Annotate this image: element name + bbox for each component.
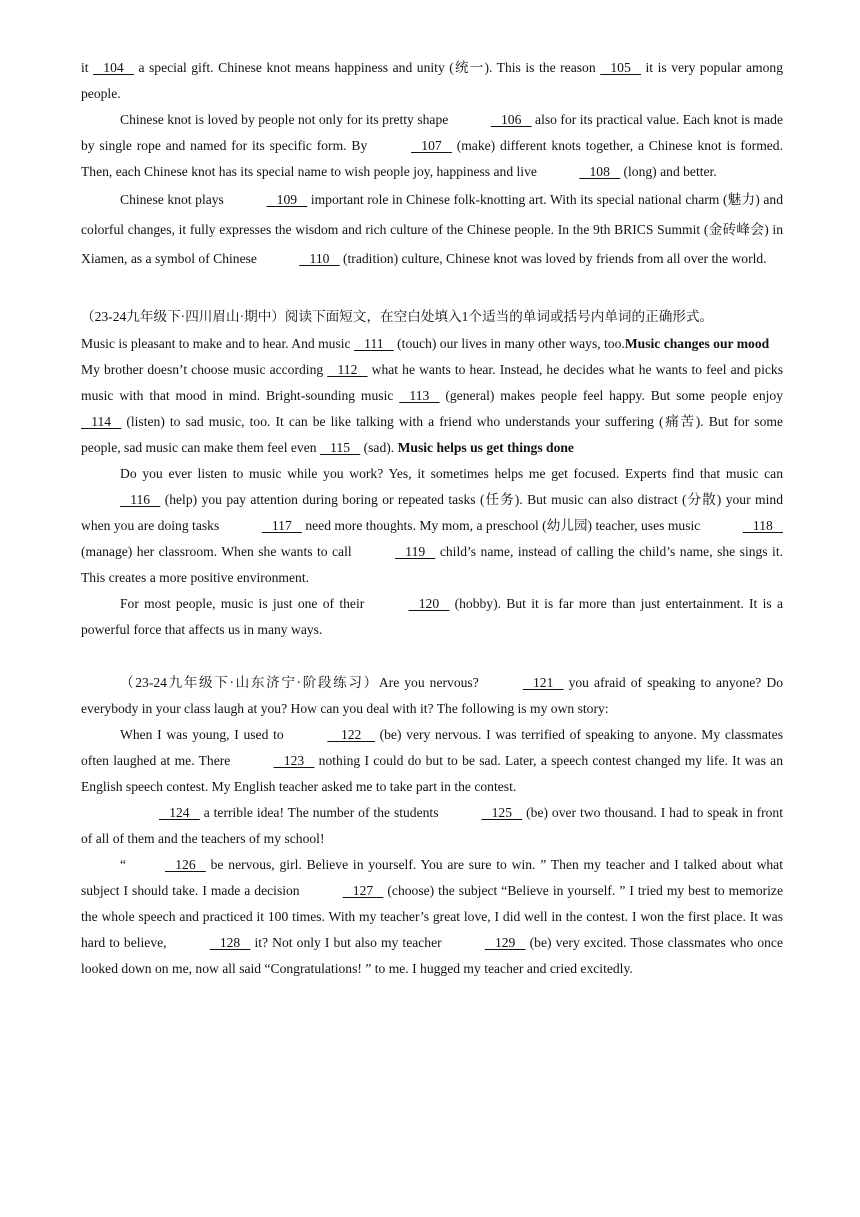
blank-129[interactable]: 129 [484, 935, 526, 950]
blank-114[interactable]: 114 [81, 414, 122, 429]
blank-113[interactable]: 113 [399, 388, 440, 403]
blank-110[interactable]: 110 [299, 251, 340, 266]
passage3-paragraph-4: “ 126 be nervous, girl. Believe in yourself. You are sure to win. ” Then my teacher and I talked about what subject I should take. I made a decision 127 (choose) the subject “Believe in yourself. ” I tried my best to memorize the whole speech and practiced it 100 times. With my teacher’s great love, I did well in the contest. I won the first place. It was hard to believe, 128 it? Not only I but also my teacher 129 (be) very excited. Those classmates who once looked down on me, now all said “Congratulations! ” to me. I hugged my teacher and cried excitedly. [81, 852, 783, 982]
passage3-paragraph-1: （23-24九年级下·山东济宁·阶段练习）Are you nervous? 121 you afraid of speaking to anyone? Do everybody in your class laugh at you? How can you deal with it? The following is my own story: [81, 670, 783, 722]
blank-120[interactable]: 120 [408, 596, 450, 611]
spacer [81, 643, 783, 670]
blank-104[interactable]: 104 [93, 60, 134, 75]
blank-106[interactable]: 106 [490, 112, 532, 127]
passage1-paragraph-2: Chinese knot is loved by people not only for its pretty shape 106 also for its practical value. Each knot is made by single rope and named for its specific form. By 107 (make) different knots together, a Chinese knot is formed. Then, each Chinese knot has its special name to wish people joy, happiness and live 108 (long) and better. [81, 107, 783, 185]
passage3-source: （23-24九年级下·山东济宁·阶段练习） [120, 675, 379, 690]
blank-121[interactable]: 121 [522, 675, 564, 690]
blank-111[interactable]: 111 [353, 336, 394, 351]
passage1-paragraph-3: Chinese knot plays 109 important role in Chinese folk-knotting art. With its special national charm (魅力) and colorful changes, it fully expresses the wisdom and rich culture of the Chinese people. In the 9th BRICS Summit (金砖峰会) in Xiamen, as a symbol of Chinese 110 (tradition) culture, Chinese knot was loved by friends from all over the world. [81, 185, 783, 274]
blank-124[interactable]: 124 [159, 805, 200, 820]
blank-126[interactable]: 126 [165, 857, 206, 872]
blank-112[interactable]: 112 [327, 362, 368, 377]
blank-127[interactable]: 127 [342, 883, 384, 898]
blank-109[interactable]: 109 [266, 192, 308, 207]
blank-125[interactable]: 125 [481, 805, 523, 820]
blank-118[interactable]: 118 [742, 518, 783, 533]
blank-107[interactable]: 107 [411, 138, 452, 153]
section-heading: Music changes our mood [624, 336, 770, 351]
spacer [81, 274, 783, 302]
blank-105[interactable]: 105 [600, 60, 641, 75]
blank-115[interactable]: 115 [319, 440, 361, 455]
blank-117[interactable]: 117 [261, 518, 302, 533]
blank-128[interactable]: 128 [209, 935, 251, 950]
blank-108[interactable]: 108 [579, 164, 621, 179]
blank-122[interactable]: 122 [327, 727, 375, 742]
passage2-paragraph-3: Do you ever listen to music while you work? Yes, it sometimes helps me get focused. Experts find that music can 116 (help) you pay attention during boring or repeated tasks (任务). But music can also distract (分散) your mind when you are doing tasks 117 need more thoughts. My mom, a preschool (幼儿园) teacher, uses music 118 (manage) her classroom. When she wants to call 119 child’s name, instead of calling the child’s name, she sings it. This creates a more positive environment. [81, 466, 784, 585]
blank-119[interactable]: 119 [395, 544, 436, 559]
passage2-paragraph-4: For most people, music is just one of their 120 (hobby). But it is far more than just entertainment. It is a powerful force that affects us in many ways. [81, 591, 783, 643]
blank-123[interactable]: 123 [273, 753, 315, 768]
passage2-paragraph-2: My brother doesn’t choose music according 112 what he wants to hear. Instead, he decides what he wants to feel and picks music with that mood in mind. Bright-sounding music 113 (general) makes people feel happy. But some people enjoy 114 (listen) to sad music, too. It can be like talking with a friend who understands your suffering (痛苦). But for some people, sad music can make them feel even 115 (sad). Music helps us get things done [81, 357, 783, 461]
passage2-paragraph-1: Music is pleasant to make and to hear. And music 111 (touch) our lives in many other ways, too.Music changes our mood [81, 331, 783, 357]
passage2-source: （23-24九年级下·四川眉山·期中）阅读下面短文，在空白处填入1个适当的单词或括号内单词的正确形式。 [81, 308, 714, 324]
section-heading: Music helps us get things done [397, 440, 574, 455]
document-page [81, 55, 783, 982]
blank-116[interactable]: 116 [120, 492, 161, 507]
passage3-paragraph-3: 124 a terrible idea! The number of the students 125 (be) over two thousand. I had to speak in front of all of them and the teachers of my school! [81, 800, 783, 852]
passage3-paragraph-2: When I was young, I used to 122 (be) very nervous. I was terrified of speaking to anyone. My classmates often laughed at me. There 123 nothing I could do but to be sad. Later, a speech contest changed my life. It was an English speech contest. My English teacher asked me to take part in the contest. [81, 722, 783, 800]
passage1-paragraph-1: it 104 a special gift. Chinese knot means happiness and unity (统一). This is the reason 105 it is very popular among people. [81, 55, 783, 107]
